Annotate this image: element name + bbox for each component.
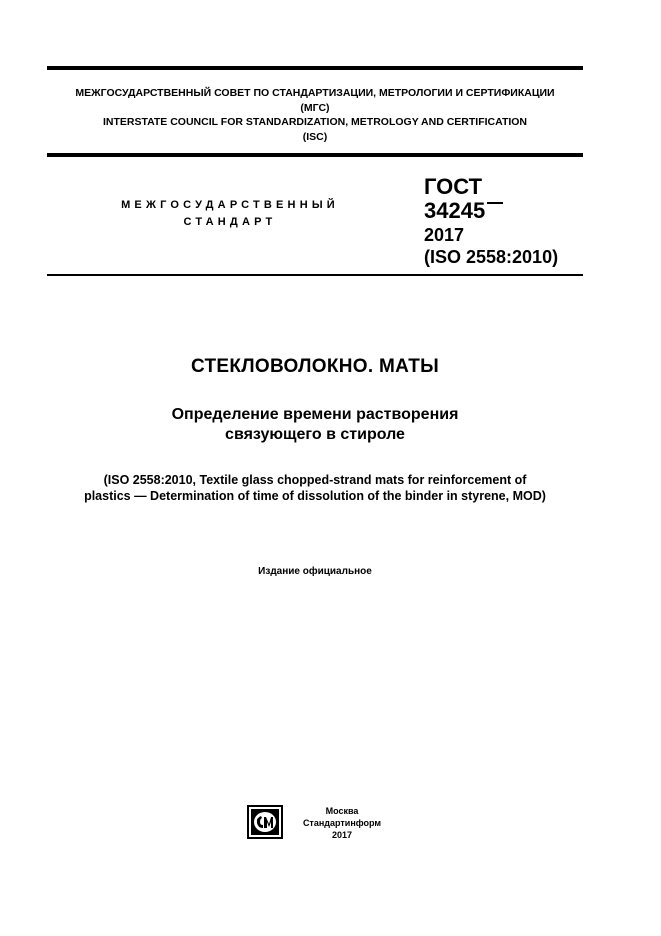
iso-reference — [40, 472, 590, 504]
gost-number-row — [424, 199, 558, 223]
council-ru-name: МЕЖГОСУДАРСТВЕННЫЙ СОВЕТ ПО СТАНДАРТИЗАЦИИ, МЕТРОЛОГИИ И СЕРТИФИКАЦИИ — [75, 87, 555, 99]
publisher-block — [292, 805, 392, 841]
council-en-abbr: (ISC) — [302, 130, 328, 143]
publisher-year: 2017 — [331, 830, 353, 840]
iso-reference-line1: (ISO 2558:2010, Textile glass chopped-strand mats for reinforcement of — [103, 473, 527, 487]
gost-year: 2017 — [424, 225, 465, 245]
document-subtitle — [47, 405, 583, 445]
gost-number: 34245 — [424, 198, 486, 223]
council-ru-abbr: (МГС) — [300, 101, 330, 114]
standard-type-line1: МЕЖГОСУДАРСТВЕННЫЙ — [121, 199, 339, 211]
council-en-name: INTERSTATE COUNCIL FOR STANDARDIZATION, METROLOGY AND CERTIFICATION — [102, 116, 528, 128]
subtitle-line2: связующего в стироле — [225, 426, 405, 443]
iso-equivalent: (ISO 2558:2010) — [424, 247, 559, 267]
council-header — [47, 86, 583, 144]
dash-mark — [487, 202, 503, 204]
document-title: СТЕКЛОВОЛОКНО. МАТЫ — [190, 356, 440, 377]
standartinform-logo-icon — [247, 805, 283, 839]
official-edition: Издание официальное — [258, 566, 372, 577]
header-rule — [47, 153, 583, 157]
subtitle-line1: Определение времени растворения — [171, 406, 459, 423]
gost-designation — [424, 175, 558, 268]
standard-type-line2: СТАНДАРТ — [183, 216, 277, 228]
standard-type — [85, 197, 375, 231]
publisher-name: Стандартинформ — [302, 818, 382, 828]
top-rule — [47, 66, 583, 70]
gost-label: ГОСТ — [424, 174, 483, 199]
designation-rule — [47, 274, 583, 276]
iso-reference-line2: plastics — Determination of time of dissolution of the binder in styrene, MOD) — [84, 489, 546, 503]
publisher-city: Москва — [325, 806, 359, 816]
